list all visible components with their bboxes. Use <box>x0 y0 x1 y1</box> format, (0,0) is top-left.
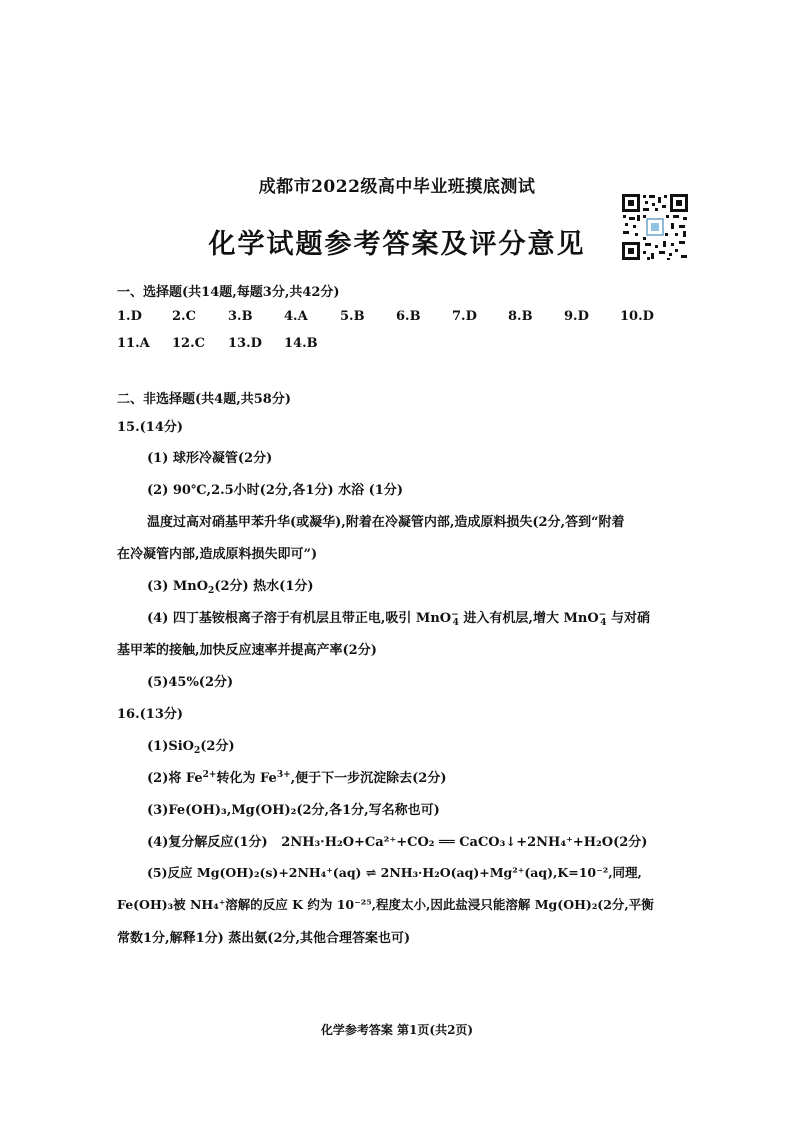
answer-9: 9.D <box>564 309 589 324</box>
answer-5: 5.B <box>340 309 365 324</box>
q16-part5-line2: Fe(OH)₃被 NH₄⁺溶解的反应 K 约为 10⁻²⁵,程度太小,因此盐浸只能溶解 Mg(OH)₂(2分,平衡 <box>117 897 654 912</box>
section-multiple-choice-heading: 一、选择题(共14题,每题3分,共42分) <box>117 285 340 300</box>
answer-14: 14.B <box>284 336 318 351</box>
question-15-title: 15.(14分) <box>117 420 184 435</box>
q15-part2: (2) 90℃,2.5小时(2分,各1分) 水浴 (1分) <box>147 483 404 498</box>
q16-part4-label: (4)复分解反应(1分) <box>147 835 268 850</box>
section-non-multiple-choice-heading: 二、非选择题(共4题,共58分) <box>117 392 291 407</box>
q16-part4-equation: 2NH₃·H₂O+Ca²⁺+CO₂ ══ CaCO₃↓+2NH₄⁺+H₂O(2分) <box>281 835 648 850</box>
q15-part1: (1) 球形冷凝管(2分) <box>147 451 273 466</box>
answer-8: 8.B <box>508 309 533 324</box>
answer-4: 4.A <box>284 309 308 324</box>
q15-part5: (5)45%(2分) <box>147 675 234 690</box>
answer-3: 3.B <box>228 309 253 324</box>
q15-part2-explanation-line1: 温度过高对硝基甲苯升华(或凝华),附着在冷凝管内部,造成原料损失(2分,答到“附着 <box>147 515 625 530</box>
exam-title: 成都市2022级高中毕业班摸底测试 <box>258 177 536 197</box>
q15-part3: (3) MnO$_2$(2分) 热水(1分) <box>147 579 314 596</box>
qr-code-icon <box>621 193 689 261</box>
question-16-title: 16.(13分) <box>117 707 184 722</box>
q15-part4-line1: (4) 四丁基铵根离子溶于有机层且带正电,吸引 MnO−$_4$ 进入有机层,增大 MnO−$_4$ 与对硝 <box>147 610 650 628</box>
q16-part2: (2)将 $Fe^{2+}$转化为 $Fe^{3+}$,便于下一步沉淀除去(2分) <box>147 770 447 786</box>
q16-part5-line1: (5)反应 Mg(OH)₂(s)+2NH₄⁺(aq) ⇌ 2NH₃·H₂O(aq)+Mg²⁺(aq),K=10⁻²,同理, <box>147 865 642 880</box>
answer-10: 10.D <box>620 309 654 324</box>
answer-6: 6.B <box>396 309 421 324</box>
q16-part4 <box>147 831 647 850</box>
answer-1: 1.D <box>117 309 142 324</box>
answer-12: 12.C <box>172 336 205 351</box>
q16-part1: (1)SiO$_2$(2分) <box>147 739 235 756</box>
q15-part4-line2: 基甲苯的接触,加快反应速率并提高产率(2分) <box>117 643 377 658</box>
answer-7: 7.D <box>452 309 477 324</box>
page-footer: 化学参考答案 第1页(共2页) <box>320 1023 474 1037</box>
q15-part2-explanation-line2: 在冷凝管内部,造成原料损失即可”) <box>117 547 318 562</box>
q16-part3: (3)Fe(OH)₃,Mg(OH)₂(2分,各1分,写名称也可) <box>147 803 440 818</box>
answer-13: 13.D <box>228 336 262 351</box>
answer-key-title: 化学试题参考答案及评分意见 <box>208 229 586 260</box>
q16-part5-line3: 常数1分,解释1分) 蒸出氨(2分,其他合理答案也可) <box>117 931 411 946</box>
answer-11: 11.A <box>117 336 150 351</box>
answer-2: 2.C <box>172 309 196 324</box>
